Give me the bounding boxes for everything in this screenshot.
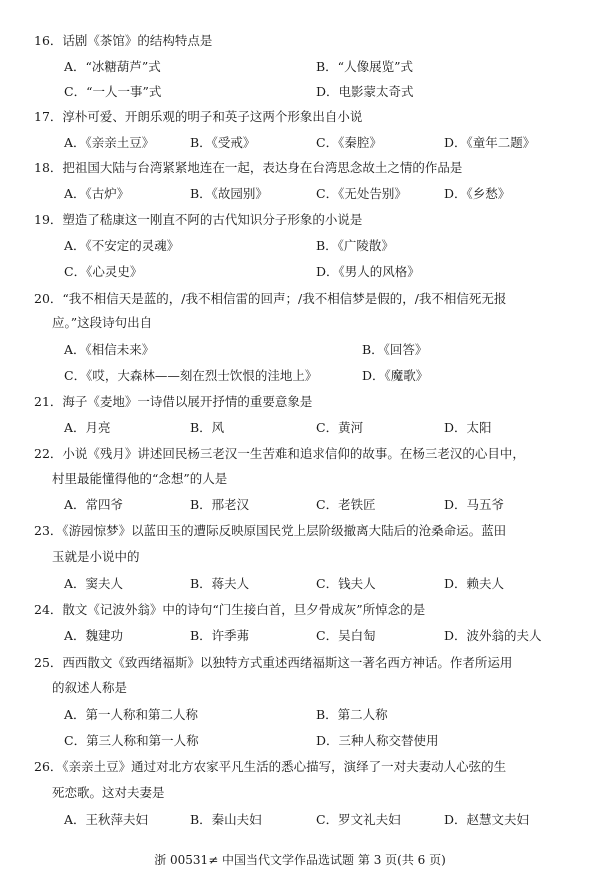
- q26-option-d: D．赵慧文夫妇: [444, 812, 530, 827]
- q25-option-d: D．三种人称交替使用: [316, 733, 439, 748]
- q19-option-a: A．《不安定的灵魂》: [64, 238, 180, 253]
- q17-option-b: B．《受戒》: [190, 135, 256, 150]
- q22-option-a: A．常四爷: [64, 497, 124, 512]
- page-footer: 浙 00531≠ 中国当代文学作品选试题 第 3 页(共 6 页): [154, 853, 446, 867]
- q22-option-b: B．邢老汉: [190, 497, 250, 512]
- q20-option-c: C．《哎，大森林——刻在烈士饮恨的洼地上》: [64, 368, 318, 383]
- q20-option-a: A．《相信未来》: [64, 342, 155, 357]
- q25-option-c: C．第三人称和第一人称: [64, 733, 199, 748]
- q19-option-c: C．《心灵史》: [64, 264, 143, 279]
- question-17-stem: 17．淳朴可爱、开朗乐观的明子和英子这两个形象出自小说: [34, 109, 363, 124]
- question-20-stem-cont: 应。”这段诗句出自: [52, 315, 153, 330]
- question-22-stem-cont: 村里最能懂得他的“念想”的人是: [52, 471, 228, 486]
- q20-option-d: D．《魔歌》: [362, 368, 429, 383]
- q16-option-d: D．电影蒙太奇式: [316, 84, 414, 99]
- q20-option-b: B．《回答》: [362, 342, 428, 357]
- q24-option-c: C．吴白匋: [316, 628, 376, 643]
- question-26-stem: 26．《亲亲土豆》通过对北方农家平凡生活的悉心描写，演绎了一对夫妻动人心弦的生: [34, 759, 507, 774]
- q18-option-c: C．《无处告别》: [316, 186, 407, 201]
- question-25-stem: 25．西西散文《致西绪福斯》以独特方式重述西绪福斯这一著名西方神话。作者所运用: [34, 655, 513, 670]
- q23-option-c: C．钱夫人: [316, 576, 376, 591]
- q16-option-a: A．“冰糖葫芦”式: [64, 59, 161, 74]
- q17-option-d: D．《童年二题》: [444, 135, 536, 150]
- question-22-stem: 22．小说《残月》讲述回民杨三老汉一生苦难和追求信仰的故事。在杨三老汉的心目中，: [34, 446, 525, 461]
- q24-option-b: B．许季茀: [190, 628, 250, 643]
- q21-option-d: D．太阳: [444, 420, 492, 435]
- question-20-stem: 20．“我不相信天是蓝的，/我不相信雷的回声；/我不相信梦是假的，/我不相信死无报: [34, 291, 507, 306]
- q16-option-c: C．“一人一事”式: [64, 84, 162, 99]
- q26-option-c: C．罗文礼夫妇: [316, 812, 401, 827]
- q18-option-d: D．《乡愁》: [444, 186, 511, 201]
- question-21-stem: 21．海子《麦地》一诗借以展开抒情的重要意象是: [34, 394, 313, 409]
- question-16-stem: 16．话剧《茶馆》的结构特点是: [34, 33, 213, 48]
- q23-option-b: B．蒋夫人: [190, 576, 250, 591]
- q19-option-d: D．《男人的风格》: [316, 264, 420, 279]
- question-19-stem: 19．塑造了嵇康这一刚直不阿的古代知识分子形象的小说是: [34, 212, 363, 227]
- q18-option-a: A．《古炉》: [64, 186, 130, 201]
- q23-option-d: D．赖夫人: [444, 576, 505, 591]
- question-24-stem: 24．散文《记波外翁》中的诗句“门生接白首，旦夕骨成灰”所悼念的是: [34, 602, 426, 617]
- q17-option-c: C．《秦腔》: [316, 135, 382, 150]
- q26-option-a: A．王秋萍夫妇: [64, 812, 149, 827]
- q22-option-c: C．老铁匠: [316, 497, 376, 512]
- q17-option-a: A．《亲亲土豆》: [64, 135, 155, 150]
- q25-option-b: B．第二人称: [316, 707, 388, 722]
- q24-option-d: D．波外翁的夫人: [444, 628, 542, 643]
- question-25-stem-cont: 的叙述人称是: [52, 680, 128, 695]
- q24-option-a: A．魏建功: [64, 628, 124, 643]
- question-26-stem-cont: 死恋歌。这对夫妻是: [52, 785, 165, 800]
- q21-option-c: C．黄河: [316, 420, 364, 435]
- q18-option-b: B．《故园别》: [190, 186, 268, 201]
- q19-option-b: B．《广陵散》: [316, 238, 394, 253]
- q25-option-a: A．第一人称和第二人称: [64, 707, 199, 722]
- question-23-stem: 23．《游园惊梦》以蓝田玉的遭际反映原国民党上层阶级撤离大陆后的沧桑命运。蓝田: [34, 523, 507, 538]
- q22-option-d: D．马五爷: [444, 497, 505, 512]
- question-23-stem-cont: 玉就是小说中的: [52, 549, 140, 564]
- q26-option-b: B．秦山夫妇: [190, 812, 262, 827]
- q23-option-a: A．窦夫人: [64, 576, 124, 591]
- question-18-stem: 18．把祖国大陆与台湾紧紧地连在一起，表达身在台湾思念故土之情的作品是: [34, 160, 463, 175]
- q16-option-b: B．“人像展览”式: [316, 59, 413, 74]
- q21-option-b: B．风: [190, 420, 225, 435]
- q21-option-a: A．月亮: [64, 420, 111, 435]
